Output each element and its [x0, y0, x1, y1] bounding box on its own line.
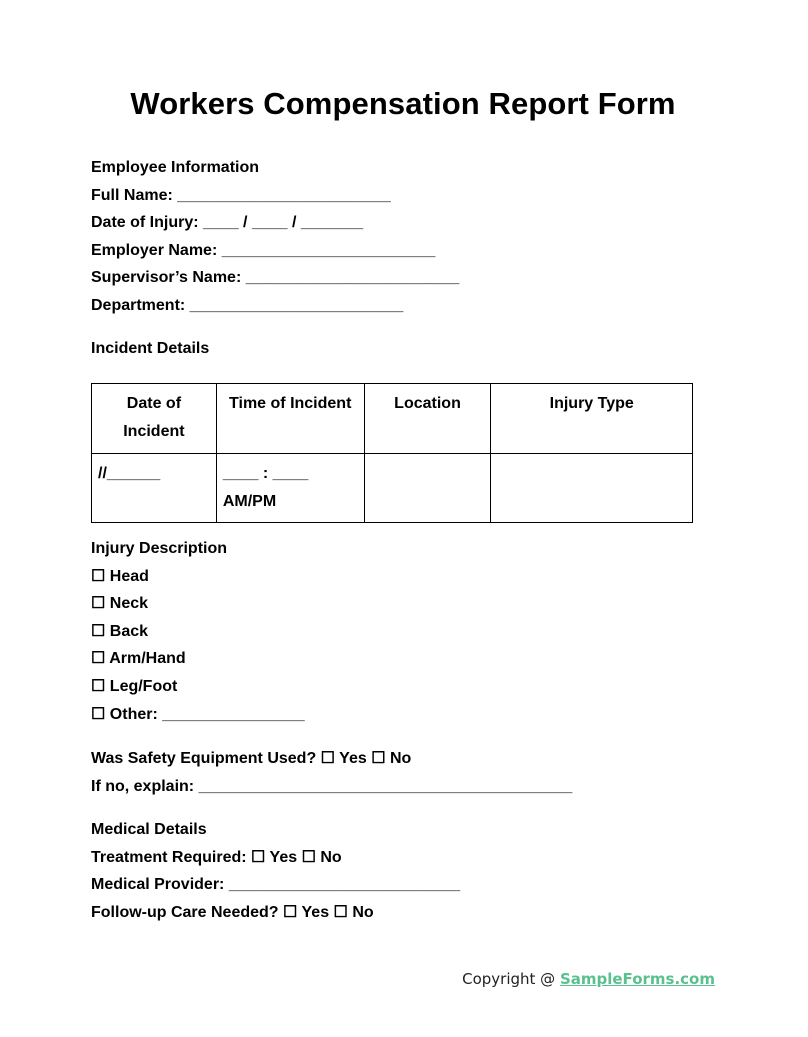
checkbox-arm-hand[interactable]: ☐ Arm/Hand — [91, 650, 186, 668]
table-header-row — [92, 384, 693, 454]
employee-information-heading: Employee Information — [91, 159, 260, 176]
column-date-of-incident: Date of Incident — [92, 384, 217, 454]
incident-table — [91, 383, 693, 523]
medical-details-section — [91, 816, 460, 926]
injury-description-heading: Injury Description — [91, 540, 228, 557]
cell-time-of-incident[interactable] — [216, 454, 364, 523]
medical-provider-field[interactable]: Medical Provider: __________________________ — [91, 876, 461, 894]
checkbox-back[interactable]: ☐ Back — [91, 622, 149, 640]
ampm-label: AM/PM — [222, 493, 277, 510]
page-title: Workers Compensation Report Form — [130, 86, 676, 121]
cell-injury-type[interactable] — [491, 454, 693, 523]
employer-name-field[interactable]: Employer Name: ________________________ — [91, 241, 436, 259]
injury-description-section — [91, 535, 305, 728]
time-line: ____ : ____ — [222, 465, 309, 482]
follow-up-care-field[interactable]: Follow-up Care Needed? ☐ Yes ☐ No — [91, 903, 374, 921]
incident-details-section — [91, 335, 209, 363]
checkbox-other[interactable]: ☐ Other: ________________ — [91, 705, 305, 723]
column-location: Location — [364, 384, 491, 454]
department-field[interactable]: Department: ________________________ — [91, 296, 404, 314]
column-injury-type: Injury Type — [491, 384, 693, 454]
checkbox-leg-foot[interactable]: ☐ Leg/Foot — [91, 677, 178, 695]
safety-section — [91, 745, 572, 800]
employee-information-section — [91, 154, 459, 320]
if-no-explain-field[interactable]: If no, explain: __________________________________________ — [91, 777, 573, 795]
sampleforms-link[interactable]: SampleForms.com — [559, 970, 715, 988]
incident-details-heading: Incident Details — [91, 340, 210, 357]
column-time-of-incident: Time of Incident — [216, 384, 364, 454]
checkbox-neck[interactable]: ☐ Neck — [91, 595, 149, 613]
medical-details-heading: Medical Details — [91, 821, 207, 838]
supervisor-name-field[interactable]: Supervisor’s Name: ________________________ — [91, 269, 460, 287]
copyright-text: Copyright @ — [462, 970, 560, 988]
cell-location[interactable] — [364, 454, 491, 523]
treatment-required-field[interactable]: Treatment Required: ☐ Yes ☐ No — [91, 848, 342, 866]
safety-equipment-question[interactable]: Was Safety Equipment Used? ☐ Yes ☐ No — [91, 750, 412, 767]
checkbox-head[interactable]: ☐ Head — [91, 567, 149, 585]
cell-date-of-incident[interactable]: //______ — [92, 454, 217, 523]
table-row — [92, 454, 693, 523]
full-name-field[interactable]: Full Name: ________________________ — [91, 186, 391, 204]
date-of-injury-field[interactable]: Date of Injury: ____ / ____ / _______ — [91, 214, 364, 232]
copyright-footer — [462, 970, 715, 988]
